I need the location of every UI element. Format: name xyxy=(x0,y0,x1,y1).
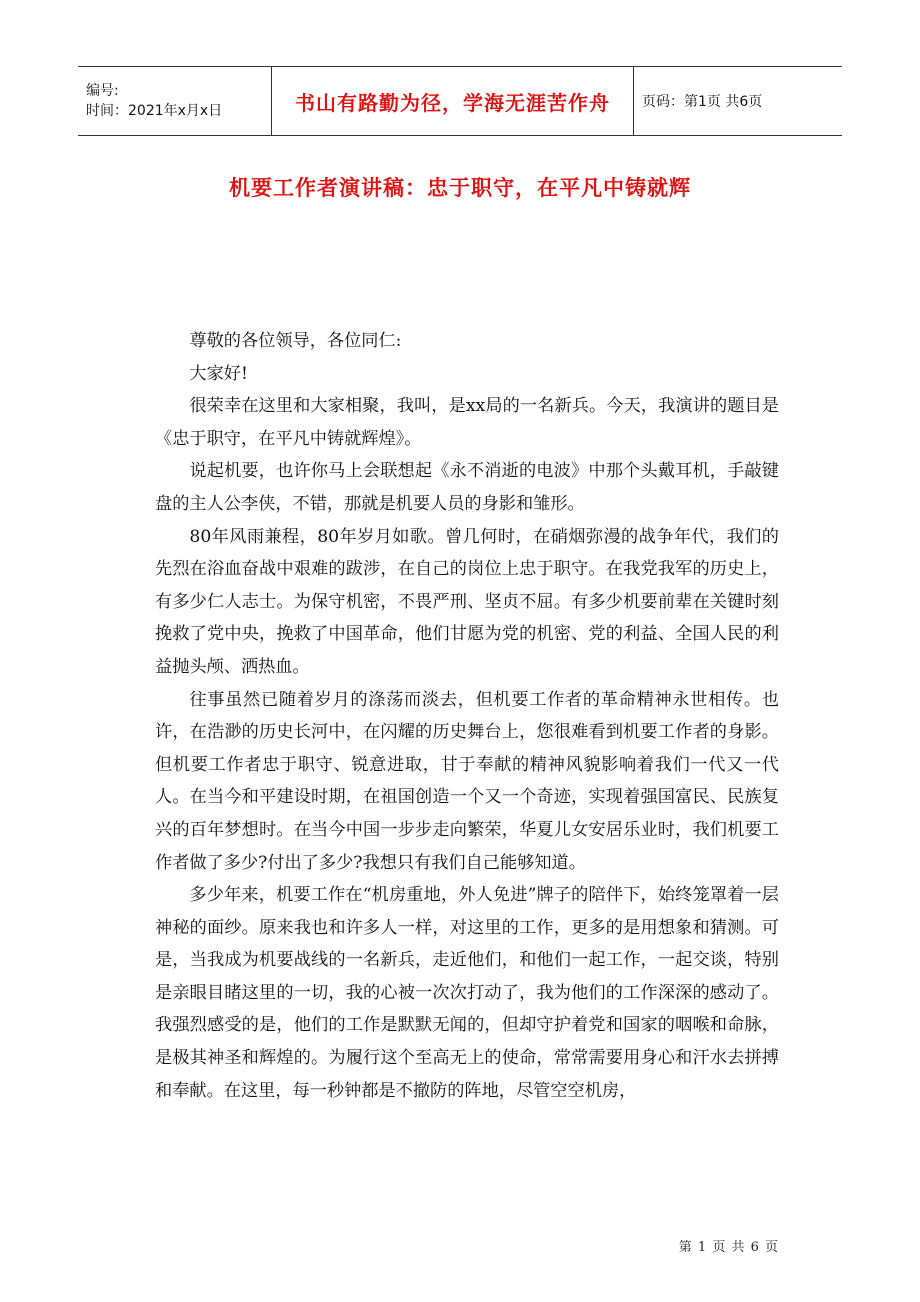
body-paragraph: 说起机要，也许你马上会联想起《永不消逝的电波》中那个头戴耳机，手敲键盘的主人公李侠，不错，那就是机要人员的身影和雏形。 xyxy=(155,461,779,514)
header-meta xyxy=(78,67,272,135)
document-date-label: 时间：2021年x月x日 xyxy=(86,103,223,119)
header-motto: 书山有路勤为径，学海无涯苦作舟 xyxy=(295,90,610,115)
body-paragraph: 很荣幸在这里和大家相聚，我叫，是xx局的一名新兵。今天，我演讲的题目是《忠于职守，在平凡中铸就辉煌》。 xyxy=(155,396,779,449)
salutation: 尊敬的各位领导，各位同仁: xyxy=(189,331,402,351)
document-body xyxy=(155,325,779,1107)
header-page-cell xyxy=(634,67,842,135)
page-footer: 第 1 页 共 6 页 xyxy=(678,1240,779,1255)
document-number-label: 编号: xyxy=(86,83,119,99)
body-paragraph: 多少年来，机要工作在“机房重地，外人免进”牌子的陪伴下，始终笼罩着一层神秘的面纱。原来我也和许多人一样，对这里的工作，更多的是用想象和猜测。可是，当我成为机要战线的一名新兵，走近他们，和他们一起工作，一起交谈，特别是亲眼目睹这里的一切，我的心被一次次打动了，我为他们的工作深深的感动了。我强烈感受的是，他们的工作是默默无闻的，但却守护着党和国家的咽喉和命脉，是极其神圣和辉煌的。为履行这个至高无上的使命，常常需要用身心和汗水去拼搏和奉献。在这里，每一秒钟都是不撤防的阵地，尽管空空机房， xyxy=(155,885,779,1101)
header-motto-cell xyxy=(272,67,634,135)
body-paragraph: 往事虽然已随着岁月的涤荡而淡去，但机要工作者的革命精神永世相传。也许，在浩渺的历史长河中，在闪耀的历史舞台上，您很难看到机要工作者的身影。但机要工作者忠于职守、锐意进取，甘于奉献的精神风貌影响着我们一代又一代人。在当今和平建设时期，在祖国创造一个又一个奇迹，实现着强国富民、民族复兴的百年梦想时。在当今中国一步步走向繁荣，华夏儿女安居乐业时，我们机要工作者做了多少?付出了多少?我想只有我们自己能够知道。 xyxy=(155,689,779,873)
document-header xyxy=(78,66,842,136)
greeting: 大家好! xyxy=(189,363,248,384)
document-title: 机要工作者演讲稿：忠于职守，在平凡中铸就辉 xyxy=(229,176,691,200)
body-paragraph: 80年风雨兼程，80年岁月如歌。曾几何时，在硝烟弥漫的战争年代，我们的先烈在浴血奋战中艰难的跋涉，在自己的岗位上忠于职守。在我党我军的历史上，有多少仁人志士。为保守机密，不畏严刑、坚贞不屈。有多少机要前辈在关键时刻挽救了党中央，挽救了中国革命，他们甘愿为党的机密、党的利益、全国人民的利益抛头颅、洒热血。 xyxy=(155,526,779,677)
header-page-info: 页码：第1页 共6页 xyxy=(642,94,763,110)
